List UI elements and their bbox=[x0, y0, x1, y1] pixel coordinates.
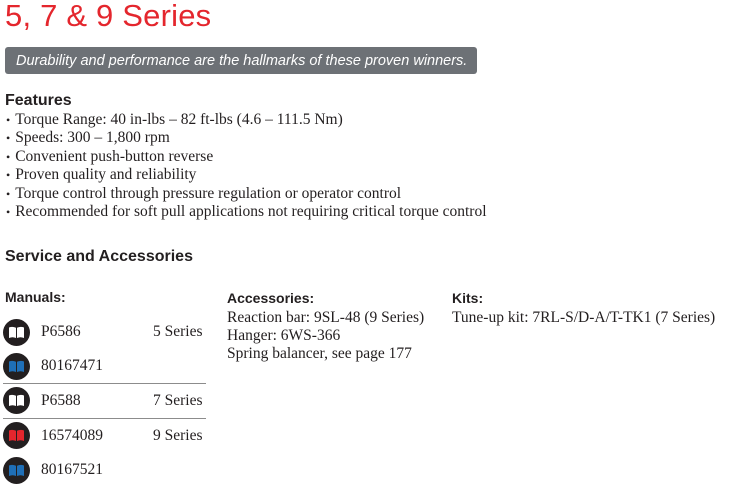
accessory-item: Hanger: 6WS-366 bbox=[227, 327, 341, 345]
features-list bbox=[6, 111, 487, 221]
feature-item: • Proven quality and reliability bbox=[6, 166, 487, 184]
manual-number: 80167521 bbox=[41, 461, 103, 479]
manual-number: P6586 bbox=[41, 323, 81, 341]
manual-series: 7 Series bbox=[153, 391, 203, 409]
manual-number: P6588 bbox=[41, 391, 81, 409]
manuals-list bbox=[3, 315, 206, 488]
book-icon bbox=[3, 457, 30, 484]
feature-item: • Convenient push-button reverse bbox=[6, 148, 487, 166]
manual-row[interactable] bbox=[3, 384, 206, 419]
kit-item: Tune-up kit: 7RL-S/D-A/T-TK1 (7 Series) bbox=[452, 309, 716, 326]
book-icon bbox=[3, 353, 30, 380]
features-heading: Features bbox=[5, 92, 72, 109]
accessory-item: Reaction bar: 9SL-48 (9 Series) bbox=[227, 309, 425, 326]
manual-row[interactable] bbox=[3, 453, 206, 488]
manual-row[interactable] bbox=[3, 419, 206, 454]
kits-heading: Kits: bbox=[452, 290, 484, 306]
service-heading: Service and Accessories bbox=[5, 248, 193, 265]
manual-row[interactable] bbox=[3, 315, 206, 350]
book-icon bbox=[3, 319, 30, 346]
manual-number: 16574089 bbox=[41, 426, 103, 444]
manuals-heading: Manuals: bbox=[5, 289, 66, 305]
manual-row[interactable] bbox=[3, 350, 206, 385]
manual-number: 80167471 bbox=[41, 357, 103, 375]
book-icon bbox=[3, 422, 30, 449]
kits-list bbox=[452, 309, 715, 327]
page-title: 5, 7 & 9 Series bbox=[5, 0, 212, 33]
book-icon bbox=[3, 387, 30, 414]
feature-item: • Torque control through pressure regulation or operator control bbox=[6, 185, 487, 203]
accessories-heading: Accessories: bbox=[227, 290, 315, 306]
feature-item: • Torque Range: 40 in-lbs – 82 ft-lbs (4.6 – 111.5 Nm) bbox=[6, 111, 487, 129]
feature-item: • Speeds: 300 – 1,800 rpm bbox=[6, 129, 487, 147]
manual-series: 5 Series bbox=[153, 323, 203, 341]
tagline-banner bbox=[5, 47, 477, 74]
accessories-list bbox=[227, 309, 424, 364]
manual-series: 9 Series bbox=[153, 426, 203, 444]
feature-item: • Recommended for soft pull applications not requiring critical torque control bbox=[6, 203, 487, 221]
tagline-text: Durability and performance are the hallmarks of these proven winners. bbox=[16, 52, 468, 69]
accessory-item: Spring balancer, see page 177 bbox=[227, 345, 412, 363]
